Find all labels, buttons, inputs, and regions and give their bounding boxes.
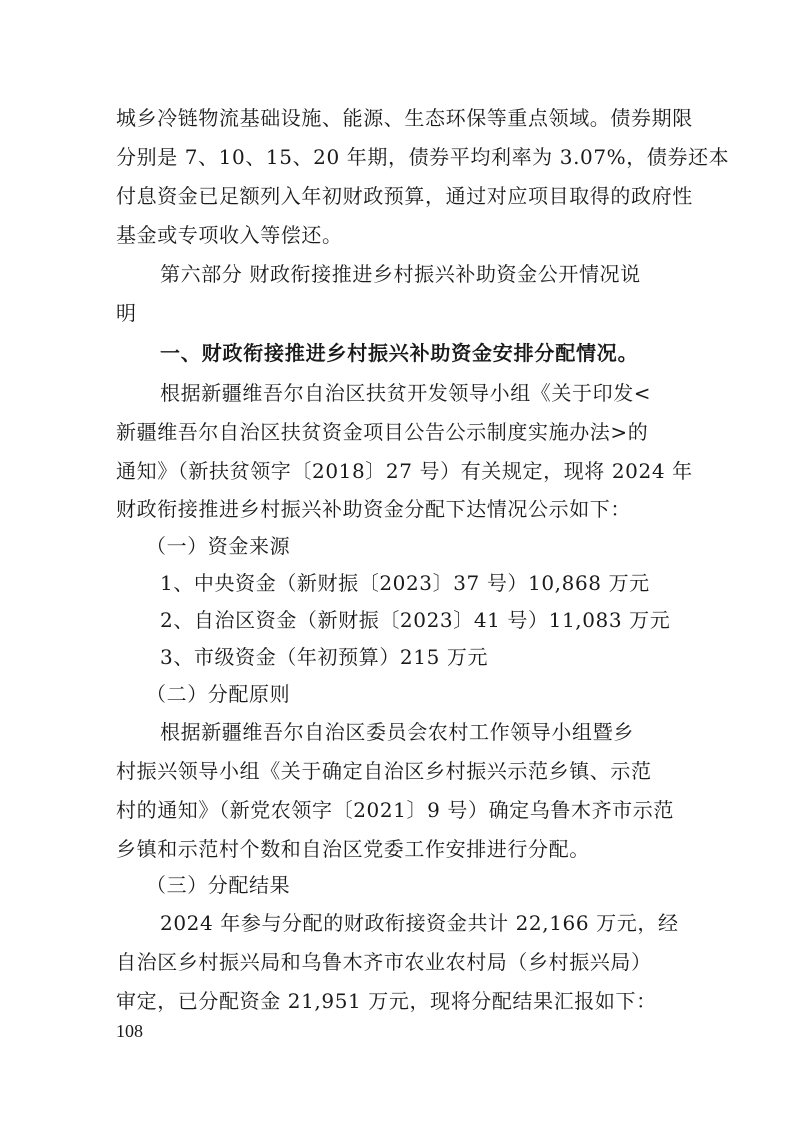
paragraph-line: 付息资金已足额列入年初财政预算，通过对应项目取得的政府性 bbox=[116, 184, 693, 208]
paragraph-line: 自治区乡村振兴局和乌鲁木齐市农业农村局（乡村振兴局） bbox=[116, 950, 652, 974]
paragraph-line: 乡镇和示范村个数和自治区党委工作安排进行分配。 bbox=[116, 837, 590, 861]
paragraph-line: 分别是 7、10、15、20 年期，债券平均利率为 3.07%，债券还本 bbox=[116, 145, 730, 169]
paragraph-line: 根据新疆维吾尔自治区扶贫开发领导小组《关于印发< bbox=[160, 381, 652, 405]
paragraph-line: 财政衔接推进乡村振兴补助资金分配下达情况公示如下： bbox=[116, 497, 631, 521]
paragraph-line: 基金或专项收入等偿还。 bbox=[116, 223, 343, 247]
paragraph-line: 新疆维吾尔自治区扶贫资金项目公告公示制度实施办法>的 bbox=[116, 420, 649, 444]
fund-source-item: 3、市级资金（年初预算）215 万元 bbox=[160, 645, 489, 669]
sub-two-heading: （二）分配原则 bbox=[146, 682, 291, 706]
sub-one-heading: （一）资金来源 bbox=[146, 534, 291, 558]
sub-three-heading: （三）分配结果 bbox=[146, 873, 291, 897]
part-six-title: 第六部分 财政衔接推进乡村振兴补助资金公开情况说 bbox=[160, 262, 641, 286]
paragraph-line: 2024 年参与分配的财政衔接资金共计 22,166 万元，经 bbox=[160, 911, 679, 935]
paragraph-line: 村振兴领导小组《关于确定自治区乡村振兴示范乡镇、示范 bbox=[116, 759, 652, 783]
paragraph-line: 城乡冷链物流基础设施、能源、生态环保等重点领域。债券期限 bbox=[116, 106, 693, 130]
part-six-title-continued: 明 bbox=[116, 301, 137, 325]
paragraph-line: 根据新疆维吾尔自治区委员会农村工作领导小组暨乡 bbox=[160, 720, 634, 744]
paragraph-line: 审定，已分配资金 21,951 万元，现将分配结果汇报如下： bbox=[116, 989, 657, 1013]
section-one-heading: 一、财政衔接推进乡村振兴补助资金安排分配情况。 bbox=[160, 341, 639, 365]
page-number: 108 bbox=[116, 1021, 143, 1041]
paragraph-line: 村的通知》（新党农领字〔2021〕9 号）确定乌鲁木齐市示范 bbox=[116, 798, 674, 822]
fund-source-item: 2、自治区资金（新财振〔2023〕41 号）11,083 万元 bbox=[160, 608, 671, 632]
paragraph-line: 通知》（新扶贫领字〔2018〕27 号）有关规定，现将 2024 年 bbox=[116, 459, 693, 483]
fund-source-item: 1、中央资金（新财振〔2023〕37 号）10,868 万元 bbox=[160, 571, 650, 595]
